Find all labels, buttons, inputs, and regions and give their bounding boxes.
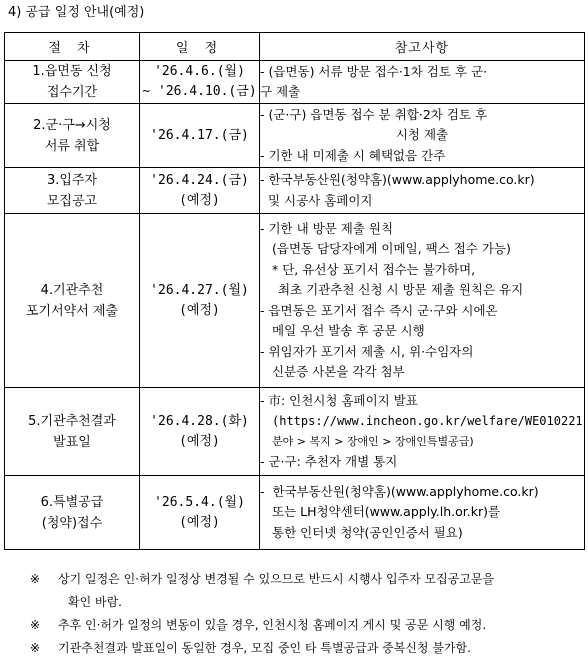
table-row [5, 476, 585, 550]
step-line: 4.기관추천 [40, 282, 104, 298]
table-row [5, 61, 585, 104]
reference-mark: ※ [30, 572, 41, 586]
note-line: - 한국부동산원(청약홈)(www.applyhome.co.kr) [260, 483, 539, 499]
note-line: 또는 LH청약센터(www.apply.lh.or.kr)를 [272, 504, 501, 520]
step-cell [5, 476, 140, 550]
notes-cell [260, 388, 585, 476]
note-line: - 한국부동산원(청약홈)(www.applyhome.co.kr) [260, 172, 535, 187]
schedule-table [4, 32, 585, 550]
table-row [5, 388, 585, 476]
note-line: - 위임자가 포기서 제출 시, 위·수임자의 [260, 343, 474, 359]
footnote [30, 568, 585, 614]
step-line: 1.읍면동 신청 [32, 64, 112, 79]
date-line: '26.4.28.(화) [150, 413, 249, 429]
step-line: 5.기관추천결과 [28, 413, 116, 429]
date-line: '26.5.4.(월) [154, 494, 245, 510]
date-line: (예정) [179, 514, 220, 530]
step-cell [5, 388, 140, 476]
step-line: 3.입주자 [46, 172, 98, 188]
note-line: - (읍면동) 서류 방문 접수·1차 검토 후 군· [260, 63, 488, 79]
header-notes: 참고사항 [260, 33, 585, 61]
footnote-line: 상기 일정은 인·허가 일정상 변경될 수 있으므로 반드시 시행사 입주자 모집공고문을 [58, 572, 495, 586]
date-cell [140, 104, 260, 168]
date-cell [140, 476, 260, 550]
step-cell [5, 61, 140, 104]
date-line: ~ '26.4.10.(금) [142, 84, 257, 99]
step-line: (청약)접수 [41, 515, 103, 531]
note-line: 시청 제출 [395, 127, 449, 143]
date-line: '26.4.17.(금) [150, 127, 249, 143]
date-cell [140, 388, 260, 476]
footnote [30, 637, 585, 660]
date-line: (예정) [179, 192, 220, 208]
note-line: * 단, 유선상 포기서 접수는 불가하며, [272, 261, 476, 277]
table-row [5, 214, 585, 388]
note-line: - (군·구) 읍면동 접수 분 취합·2차 검토 후 [260, 106, 488, 122]
notes-cell [260, 168, 585, 214]
note-line: 통한 인터넷 청약(공인인증서 필요) [272, 524, 463, 540]
footnote-line: 추후 인·허가 일정의 변동이 있을 경우, 인천시청 홈페이지 게시 및 공문 시행 예정. [58, 618, 487, 632]
table-row [5, 104, 585, 168]
date-cell [140, 214, 260, 388]
step-cell [5, 214, 140, 388]
section-title: 4) 공급 일정 안내(예정) [8, 5, 145, 20]
note-line: 및 시공사 홈페이지 [260, 192, 373, 208]
table-row [5, 168, 585, 214]
date-line: '26.4.24.(금) [150, 172, 249, 188]
step-line: 접수기간 [46, 85, 98, 100]
notes-cell [260, 476, 585, 550]
note-line: (읍면동 담당자에게 이메일, 팩스 접수 가능) [272, 241, 511, 256]
note-line: - 읍면동은 포기서 접수 즉시 군·구와 시에온 [260, 302, 498, 318]
date-line: (예정) [179, 433, 220, 449]
step-line: 포기서약서 제출 [25, 303, 119, 319]
reference-mark: ※ [30, 641, 41, 655]
footnote-line: 확인 바람. [68, 595, 122, 609]
note-line: 신분증 사본을 각각 첨부 [272, 364, 405, 379]
step-cell [5, 104, 140, 168]
date-line: '26.4.27.(월) [150, 282, 249, 298]
date-cell [140, 61, 260, 104]
note-line: - 기한 내 미제출 시 혜택없음 간주 [260, 147, 446, 163]
date-cell [140, 168, 260, 214]
date-line: '26.4.6.(월) [154, 64, 245, 79]
notes-cell [260, 214, 585, 388]
notes-cell [260, 104, 585, 168]
note-line: 구 제출 [260, 84, 301, 99]
note-line: 메일 우선 발송 후 공문 시행 [272, 323, 425, 338]
header-date: 일 정 [140, 33, 260, 61]
date-line: (예정) [179, 302, 220, 318]
footnotes [30, 568, 585, 660]
footnote-line: 기관추천결과 발표일이 동일한 경우, 모집 중인 타 특별공급과 중복신청 불가함. [58, 641, 471, 655]
reference-mark: ※ [30, 618, 41, 632]
note-line: - 市: 인천시청 홈페이지 발표 [260, 392, 418, 408]
note-line: 최초 기관추천 신청 시 방문 제출 원칙은 유지 [278, 282, 524, 297]
note-line: 분야 > 복지 > 장애인 > 장애인특별공급) [272, 434, 474, 448]
step-line: 6.특별공급 [40, 494, 104, 510]
step-line: 모집공고 [46, 193, 98, 209]
note-line: - 군·구: 추천자 개별 통지 [260, 454, 398, 469]
notes-cell [260, 61, 585, 104]
table-header-row [5, 33, 585, 61]
step-line: 발표일 [53, 434, 91, 450]
footnote [30, 614, 585, 637]
step-line: 서류 취합 [44, 138, 100, 154]
step-line: 2.군·구→시청 [33, 117, 111, 133]
header-step: 절 차 [5, 33, 140, 61]
note-line: - 기한 내 방문 제출 원칙 [260, 220, 394, 236]
step-cell [5, 168, 140, 214]
note-line: (https://www.incheon.go.kr/welfare/WE010221 [272, 414, 583, 428]
